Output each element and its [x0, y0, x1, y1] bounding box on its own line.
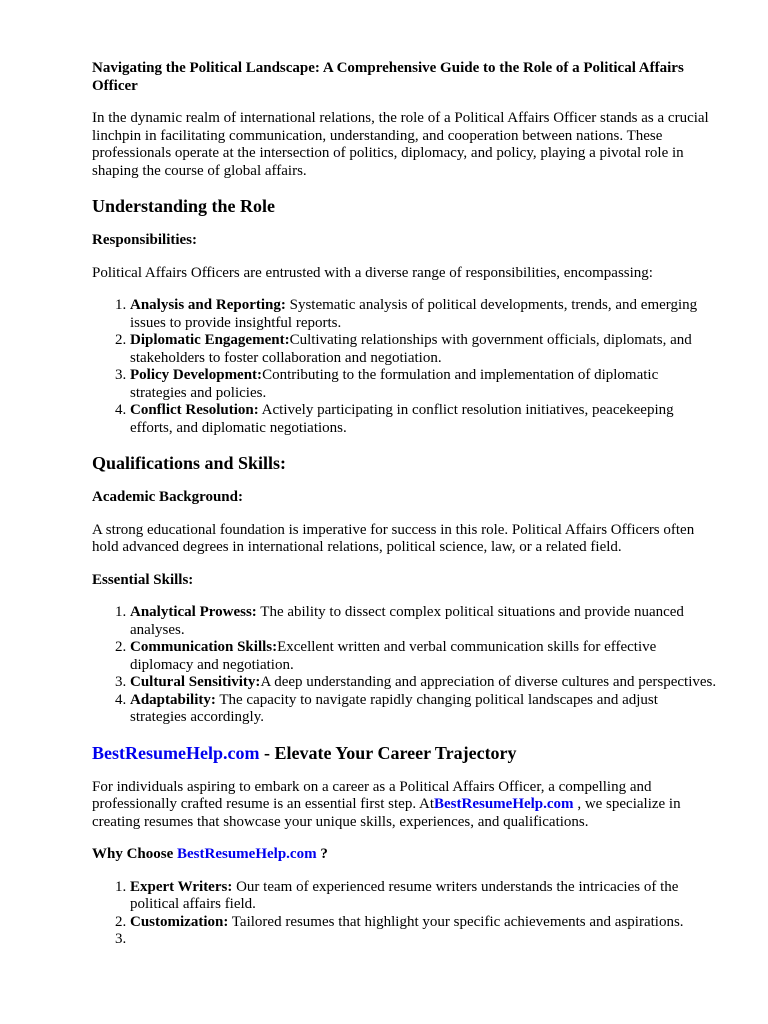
intro-paragraph: In the dynamic realm of international relations, the role of a Political Affairs Officer stands as a crucial linchpin in facilitating communication, understanding, and cooperation between nations. These professionals operate at the intersection of politics, diplomacy, and policy, playing a pivotal role in shaping the course of global affairs.	[92, 110, 709, 179]
list-item-text: Systematic analysis of political developments, trends, and emerging issues to provide insightful reports.	[130, 297, 698, 331]
why-prefix: Why Choose	[92, 846, 178, 862]
why-choose-list	[92, 879, 718, 949]
why-link[interactable]: BestResumeHelp.com	[177, 846, 317, 862]
list-item	[130, 879, 718, 914]
academic-paragraph: A strong educational foundation is imperative for success in this role. Political Affairs Officers often hold advanced degrees in international relations, political science, law, or a related field.	[92, 521, 695, 555]
skills-list	[92, 604, 718, 727]
list-item	[130, 402, 718, 437]
list-item-term: Communication Skills:	[130, 639, 278, 655]
list-item	[130, 931, 718, 949]
list-item-text: A deep understanding and appreciation of diverse cultures and perspectives.	[260, 674, 717, 690]
list-item-term: Customization:	[130, 913, 229, 930]
subheading-responsibilities: Responsibilities:	[92, 232, 198, 248]
list-item-term: Analysis and Reporting:	[130, 297, 286, 313]
list-item-text: The ability to dissect complex political situations and provide nuanced analyses.	[130, 604, 684, 638]
list-item	[130, 332, 718, 367]
list-item-term: Diplomatic Engagement:	[130, 332, 290, 348]
list-item	[130, 692, 718, 727]
list-item-text: Contributing to the formulation and implementation of diplomatic strategies and policies.	[130, 367, 659, 401]
list-item-text: The capacity to navigate rapidly changing political landscapes and adjust strategies accordingly.	[130, 691, 658, 725]
list-item-text: Excellent written and verbal communication skills for effective diplomacy and negotiation.	[130, 639, 657, 673]
list-item-term: Policy Development:	[130, 367, 263, 383]
list-item-term: Expert Writers:	[130, 878, 233, 895]
why-suffix: ?	[316, 846, 328, 862]
promo-text-after: , we specialize in creating resumes that showcase your unique skills, experiences, and qualifications.	[92, 796, 681, 830]
document-title: Navigating the Political Landscape: A Comprehensive Guide to the Role of a Political Affairs Officer	[92, 60, 684, 94]
list-item	[130, 639, 718, 674]
list-item	[130, 914, 718, 932]
section-heading-promo	[92, 743, 718, 764]
responsibilities-list	[92, 297, 718, 437]
list-item	[130, 604, 718, 639]
list-item-text: Tailored resumes that highlight your specific achievements and aspirations.	[228, 913, 684, 930]
list-item	[130, 297, 718, 332]
promo-text-before: For individuals aspiring to embark on a career as a Political Affairs Officer, a compelling and professionally crafted resume is an essential first step. At	[92, 778, 652, 812]
list-item-term: Adaptability:	[130, 691, 216, 708]
section-heading-role: Understanding the Role	[92, 196, 276, 216]
list-item-term: Cultural Sensitivity:	[130, 674, 261, 690]
subheading-skills: Essential Skills:	[92, 571, 194, 588]
promo-heading-text: - Elevate Your Career Trajectory	[259, 742, 517, 763]
promo-inline-link[interactable]: BestResumeHelp.com	[434, 796, 574, 812]
subheading-academic: Academic Background:	[92, 489, 243, 505]
list-item-term: Conflict Resolution:	[130, 402, 259, 418]
list-item-text: Actively participating in conflict resolution initiatives, peacekeeping efforts, and diplomatic negotiations.	[130, 402, 674, 436]
promo-paragraph	[92, 779, 718, 832]
brand-link[interactable]: BestResumeHelp.com	[92, 742, 260, 763]
list-item-text: Our team of experienced resume writers understands the intricacies of the political affairs field.	[130, 878, 679, 912]
subheading-why-choose	[92, 846, 718, 864]
section-heading-qualifications: Qualifications and Skills:	[92, 453, 287, 473]
list-item	[130, 674, 718, 692]
responsibilities-lead: Political Affairs Officers are entrusted with a diverse range of responsibilities, encompassing:	[92, 264, 653, 281]
list-item	[130, 367, 718, 402]
list-item-term: Analytical Prowess:	[130, 604, 257, 620]
list-item-text: Cultivating relationships with government officials, diplomats, and stakeholders to foster collaboration and negotiation.	[130, 332, 692, 366]
